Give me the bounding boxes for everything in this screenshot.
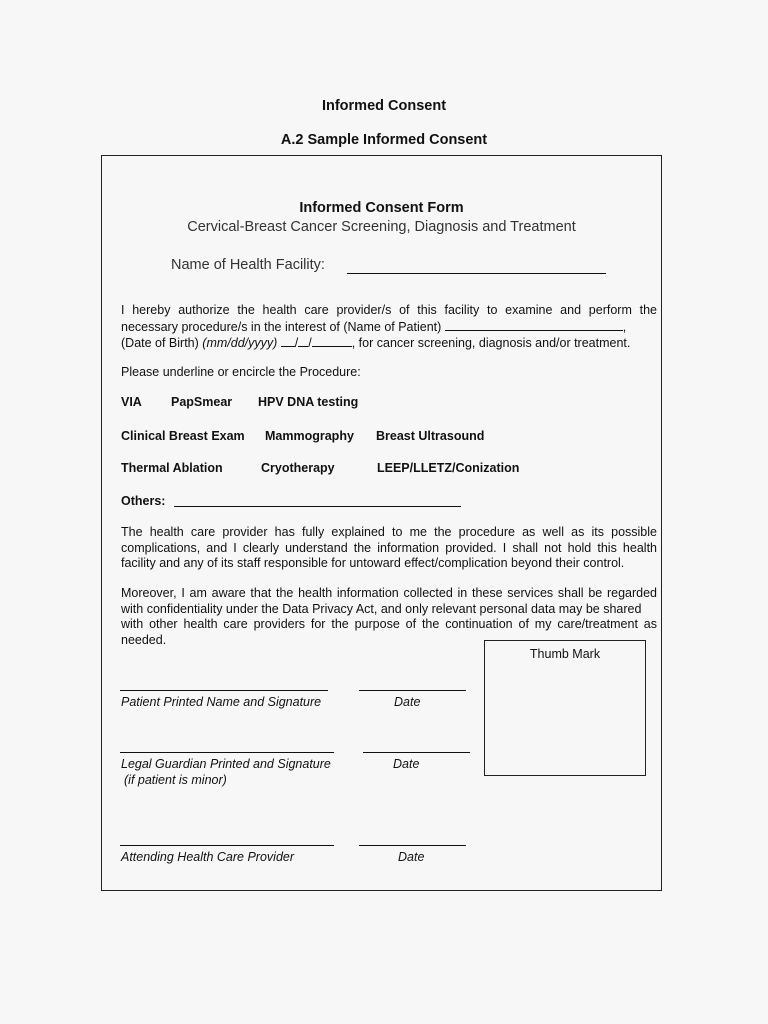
provider-signature-label: Attending Health Care Provider: [121, 850, 295, 864]
patient-date-field[interactable]: [359, 690, 466, 691]
procedure-leep-lletz-conization[interactable]: LEEP/LLETZ/Conization: [377, 461, 520, 475]
authorization-line-3-end: , for cancer screening, diagnosis and/or treatment.: [351, 336, 631, 350]
patient-name-field[interactable]: [445, 319, 623, 331]
procedure-via[interactable]: VIA: [121, 395, 142, 409]
facility-name-label: Name of Health Facility:: [171, 257, 325, 273]
guardian-date-field[interactable]: [363, 752, 470, 753]
others-label: Others:: [121, 494, 166, 508]
privacy-line-3: with other health care providers for the purpose of the continuation of my care/treatment as: [121, 617, 657, 631]
explanation-line-2: complications, and I clearly understand the information provided. I shall not hold this health: [121, 540, 657, 555]
dob-day-field[interactable]: [298, 335, 308, 347]
authorization-line-2-text: necessary procedure/s in the interest of (Name of Patient): [121, 319, 442, 334]
document-title: Informed Consent: [321, 98, 447, 114]
procedure-cryotherapy[interactable]: Cryotherapy: [261, 461, 335, 475]
dob-label: (Date of Birth): [121, 336, 203, 350]
thumb-mark-box[interactable]: [484, 640, 646, 776]
guardian-signature-label: Legal Guardian Printed and Signature: [121, 757, 331, 771]
privacy-line-1: Moreover, I am aware that the health information collected in these services shall be regarded: [121, 586, 657, 600]
provider-date-field[interactable]: [359, 845, 466, 846]
patient-signature-label: Patient Printed Name and Signature: [121, 695, 322, 709]
document-subtitle: A.2 Sample Informed Consent: [280, 132, 488, 148]
consent-form-box: [101, 155, 662, 891]
patient-signature-field[interactable]: [120, 690, 328, 691]
dob-format: (mm/dd/yyyy): [202, 336, 278, 350]
procedure-hpv-dna-testing[interactable]: HPV DNA testing: [258, 395, 359, 409]
dob-year-field[interactable]: [312, 335, 352, 347]
privacy-line-2: with confidentiality under the Data Privacy Act, and only relevant personal data may be shared: [121, 601, 642, 616]
form-subtitle: Cervical-Breast Cancer Screening, Diagnosis and Treatment: [187, 219, 576, 235]
guardian-date-label: Date: [393, 757, 420, 771]
thumb-mark-label: Thumb Mark: [529, 647, 601, 661]
procedure-papsmear[interactable]: PapSmear: [171, 395, 233, 409]
explanation-line-3: facility and any of its staff responsible for untoward effect/complication beyond their control.: [121, 556, 625, 570]
facility-name-field[interactable]: [347, 273, 606, 274]
authorization-line-1: I hereby authorize the health care provider/s of this facility to examine and perform the: [121, 303, 657, 317]
authorization-line-3: (Date of Birth) (mm/dd/yyyy) / / , for cancer screening, diagnosis and/or treatment.: [121, 336, 631, 350]
patient-date-label: Date: [394, 695, 421, 709]
procedure-instruction: Please underline or encircle the Procedure:: [121, 365, 361, 379]
guardian-signature-field[interactable]: [120, 752, 334, 753]
procedure-thermal-ablation[interactable]: Thermal Ablation: [121, 461, 223, 475]
provider-signature-field[interactable]: [120, 845, 334, 846]
authorization-line-2: [121, 319, 657, 336]
procedure-clinical-breast-exam[interactable]: Clinical Breast Exam: [121, 429, 245, 443]
privacy-paragraph: [121, 586, 657, 648]
authorization-line-2-comma: ,: [622, 319, 627, 334]
guardian-minor-note: (if patient is minor): [124, 773, 227, 787]
explanation-line-1: The health care provider has fully explained to me the procedure as well as its possible: [121, 525, 657, 539]
provider-date-label: Date: [398, 850, 425, 864]
form-title: Informed Consent Form: [299, 200, 464, 216]
others-field[interactable]: [174, 506, 461, 507]
explanation-paragraph: [121, 525, 657, 572]
procedure-mammography[interactable]: Mammography: [265, 429, 354, 443]
authorization-paragraph: [121, 303, 657, 352]
dob-month-field[interactable]: [281, 335, 295, 347]
privacy-line-4: needed.: [121, 632, 167, 647]
procedure-breast-ultrasound[interactable]: Breast Ultrasound: [376, 429, 485, 443]
